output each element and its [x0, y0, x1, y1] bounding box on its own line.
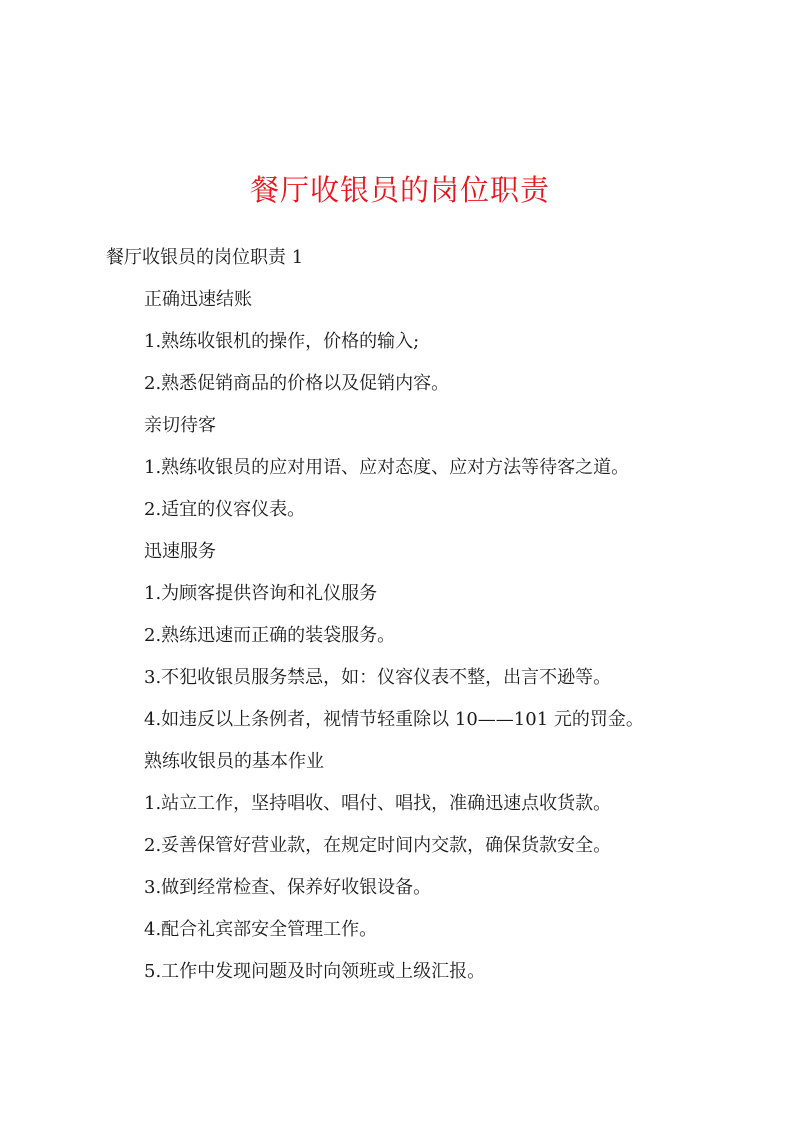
subheading-basic-operations: 熟练收银员的基本作业	[144, 751, 324, 772]
list-item: 1.为顾客提供咨询和礼仪服务	[144, 583, 378, 604]
list-item: 2.熟悉促销商品的价格以及促销内容。	[144, 373, 450, 394]
list-item: 3.做到经常检查、保养好收银设备。	[144, 877, 432, 898]
list-item: 4.如违反以上条例者，视情节轻重除以 10——101 元的罚金。	[144, 709, 644, 730]
list-item: 1.熟练收银机的操作，价格的输入;	[144, 331, 420, 352]
list-item: 4.配合礼宾部安全管理工作。	[144, 919, 378, 940]
list-item: 1.熟练收银员的应对用语、应对态度、应对方法等待客之道。	[144, 457, 630, 478]
list-item: 2.妥善保管好营业款，在规定时间内交款，确保货款安全。	[144, 835, 612, 856]
section-heading: 餐厅收银员的岗位职责 1	[106, 247, 304, 268]
list-item: 3.不犯收银员服务禁忌，如：仪容仪表不整，出言不逊等。	[144, 667, 612, 688]
document-title: 餐厅收银员的岗位职责	[249, 173, 550, 207]
subheading-hospitality: 亲切待客	[144, 415, 216, 436]
subheading-service: 迅速服务	[144, 541, 216, 562]
body-text	[144, 286, 784, 1000]
list-item: 1.站立工作，坚持唱收、唱付、唱找，准确迅速点收货款。	[144, 793, 612, 814]
list-item: 5.工作中发现问题及时向领班或上级汇报。	[144, 961, 486, 982]
list-item: 2.适宜的仪容仪表。	[144, 499, 306, 520]
subheading-checkout: 正确迅速结账	[144, 289, 252, 310]
list-item: 2.熟练迅速而正确的装袋服务。	[144, 625, 396, 646]
